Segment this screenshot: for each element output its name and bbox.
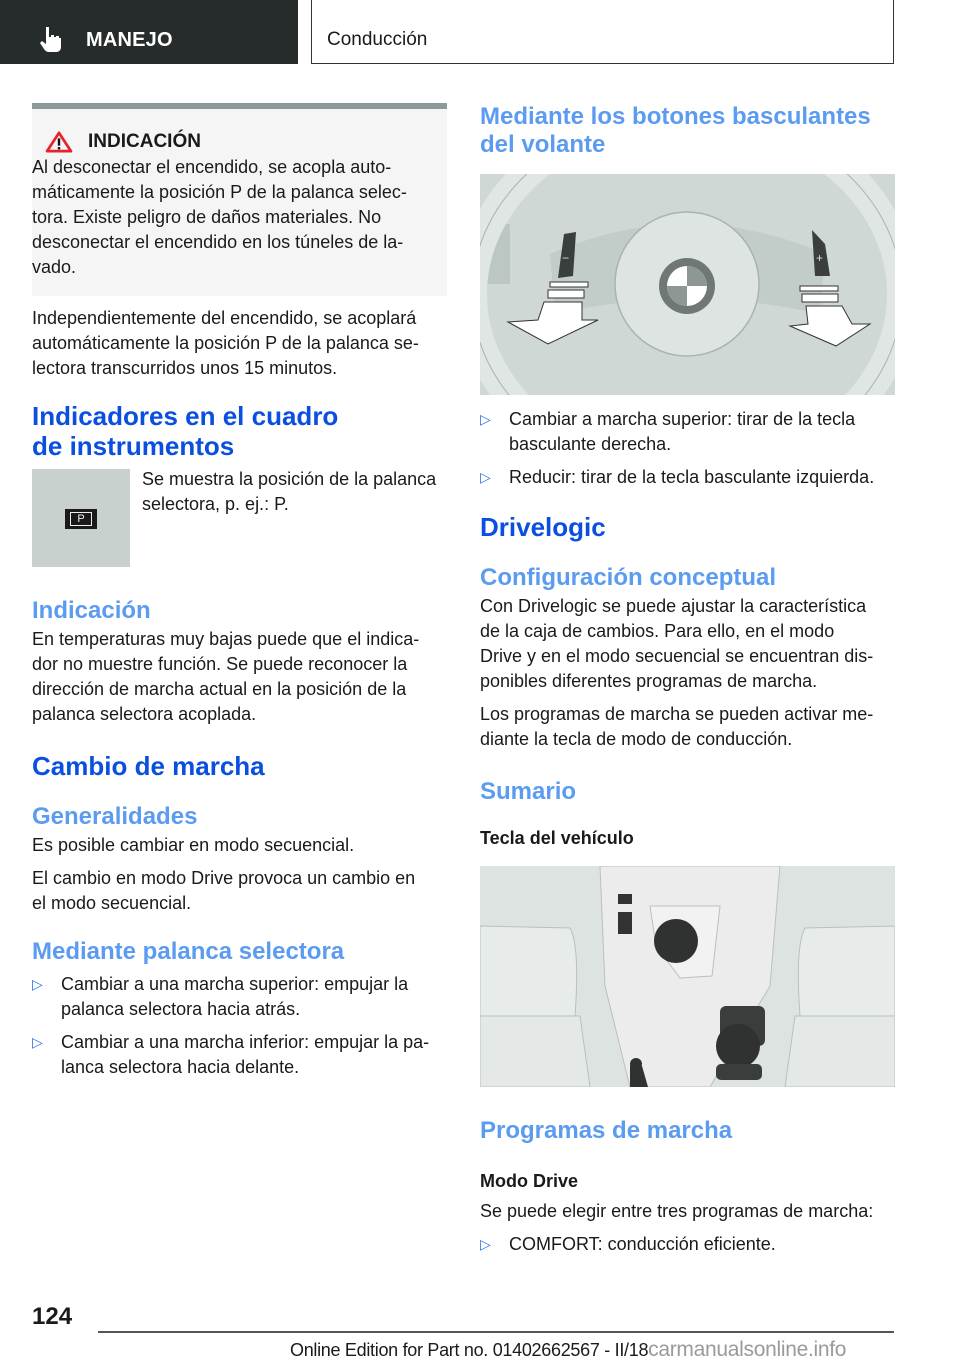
text-line: diante la tecla de modo de conducción.	[480, 729, 793, 749]
text-line: dirección de marcha actual en la posición de la	[32, 679, 407, 699]
heading-cambio-de-marcha: Cambio de marcha	[32, 751, 265, 781]
text-line: basculante derecha.	[509, 434, 672, 454]
section-tab[interactable]	[0, 0, 298, 64]
warning-line: máticamente la posición P de la palanca selec-	[32, 182, 407, 202]
text-line: palanca selectora hacia atrás.	[61, 999, 301, 1019]
pointing-hand-icon	[40, 26, 64, 52]
center-console-illustration	[480, 866, 895, 1087]
text-line: El cambio en modo Drive provoca un cambio en	[32, 868, 416, 888]
text-line: Con Drivelogic se puede ajustar la característica	[480, 596, 867, 616]
paragraph-indicacion	[32, 627, 447, 727]
center-console-image	[480, 866, 895, 1087]
heading-line: Indicadores en el cuadro	[32, 401, 339, 431]
indicator-row	[32, 469, 447, 567]
text-line: Los programas de marcha se pueden activar me-	[480, 704, 874, 724]
text-line: Cambiar a marcha superior: tirar de la tecla	[509, 409, 856, 429]
triangle-bullet-icon: ▷	[32, 1034, 43, 1050]
paragraph-generalidades	[32, 866, 447, 916]
warning-line: tora. Existe peligro de daños materiales. No	[32, 207, 382, 227]
text-line: de la caja de cambios. Para ello, en el modo	[480, 621, 835, 641]
heading-indicacion: Indicación	[32, 597, 151, 624]
heading-sumario: Sumario	[480, 778, 577, 805]
text-line: Es posible cambiar en modo secuencial.	[32, 835, 355, 855]
gear-indicator-display	[65, 509, 97, 529]
heading-modo-drive: Modo Drive	[480, 1171, 579, 1191]
gear-p-label: P	[70, 512, 92, 526]
warning-title: INDICACIÓN	[88, 131, 201, 152]
list-item	[480, 465, 895, 490]
warning-line: Al desconectar el encendido, se acopla auto-	[32, 157, 392, 177]
text-line: lectora transcurridos unos 15 minutos.	[32, 358, 338, 378]
list-item	[32, 972, 447, 1022]
page-number: 124	[32, 1303, 73, 1330]
modo-drive-bullet-list	[480, 1232, 895, 1257]
heading-palanca-selectora: Mediante palanca selectora	[32, 938, 345, 965]
plus-label: +	[816, 251, 824, 265]
heading-line: de instrumentos	[32, 431, 235, 461]
footer-divider	[98, 1331, 894, 1333]
botones-bullet-list	[480, 407, 895, 490]
paragraph-auto-park	[32, 306, 447, 381]
triangle-bullet-icon: ▷	[32, 976, 43, 992]
heading-line: Mediante los botones basculantes	[480, 103, 871, 130]
triangle-bullet-icon: ▷	[480, 411, 491, 427]
right-column	[480, 103, 895, 1265]
text-line: ponibles diferentes programas de marcha.	[480, 671, 818, 691]
text-line: Cambiar a una marcha superior: empujar la	[61, 974, 409, 994]
text-line: automáticamente la posición P de la palanca se-	[32, 333, 419, 353]
list-item	[480, 407, 895, 457]
steering-wheel-image	[480, 174, 895, 395]
chapter-header	[311, 0, 894, 64]
minus-label: −	[562, 251, 570, 265]
text-line: Se puede elegir entre tres programas de marcha:	[480, 1201, 874, 1221]
footer-edition	[290, 1338, 846, 1362]
text-line: dor no muestre función. Se puede reconocer la	[32, 654, 408, 674]
heading-drivelogic: Drivelogic	[480, 512, 606, 542]
text-line: Reducir: tirar de la tecla basculante izquierda.	[509, 467, 875, 487]
text-line: selectora, p. ej.: P.	[142, 494, 289, 514]
heading-botones-basculantes	[480, 103, 895, 159]
heading-line: del volante	[480, 131, 606, 158]
text-line: lanca selectora hacia delante.	[61, 1057, 300, 1077]
left-column	[32, 103, 447, 1088]
heading-programas-de-marcha: Programas de marcha	[480, 1117, 733, 1144]
list-item	[480, 1232, 895, 1257]
palanca-bullet-list	[32, 972, 447, 1080]
heading-generalidades: Generalidades	[32, 803, 198, 830]
text-line: Independientemente del encendido, se acoplará	[32, 308, 417, 328]
text-line: el modo secuencial.	[32, 893, 192, 913]
heading-configuracion: Configuración conceptual	[480, 564, 777, 591]
text-line: Se muestra la posición de la palanca	[142, 469, 437, 489]
text-line: Cambiar a una marcha inferior: empujar la pa-	[61, 1032, 430, 1052]
triangle-bullet-icon: ▷	[480, 469, 491, 485]
heading-indicadores	[32, 401, 447, 461]
indicator-image	[32, 469, 130, 567]
warning-box	[32, 103, 447, 296]
edition-text: Online Edition for Part no. 01402662567 - II/18	[290, 1340, 649, 1360]
section-label: MANEJO	[86, 29, 173, 51]
paragraph-config-1	[480, 594, 895, 694]
steering-wheel-illustration	[480, 174, 895, 395]
text-line: COMFORT: conducción eficiente.	[509, 1234, 776, 1254]
chapter-label: Conducción	[327, 29, 428, 50]
heading-tecla-vehiculo: Tecla del vehículo	[480, 828, 634, 848]
warning-triangle-icon	[44, 131, 74, 153]
text-line: En temperaturas muy bajas puede que el indica-	[32, 629, 420, 649]
list-item	[32, 1030, 447, 1080]
warning-line: desconectar el encendido en los túneles de la-	[32, 232, 404, 252]
text-line: palanca selectora acoplada.	[32, 704, 257, 724]
paragraph-config-2	[480, 702, 895, 752]
triangle-bullet-icon: ▷	[480, 1236, 491, 1252]
warning-line: vado.	[32, 257, 77, 277]
watermark-link[interactable]: carmanualsonline.info	[648, 1338, 847, 1361]
text-line: Drive y en el modo secuencial se encuentran dis-	[480, 646, 874, 666]
